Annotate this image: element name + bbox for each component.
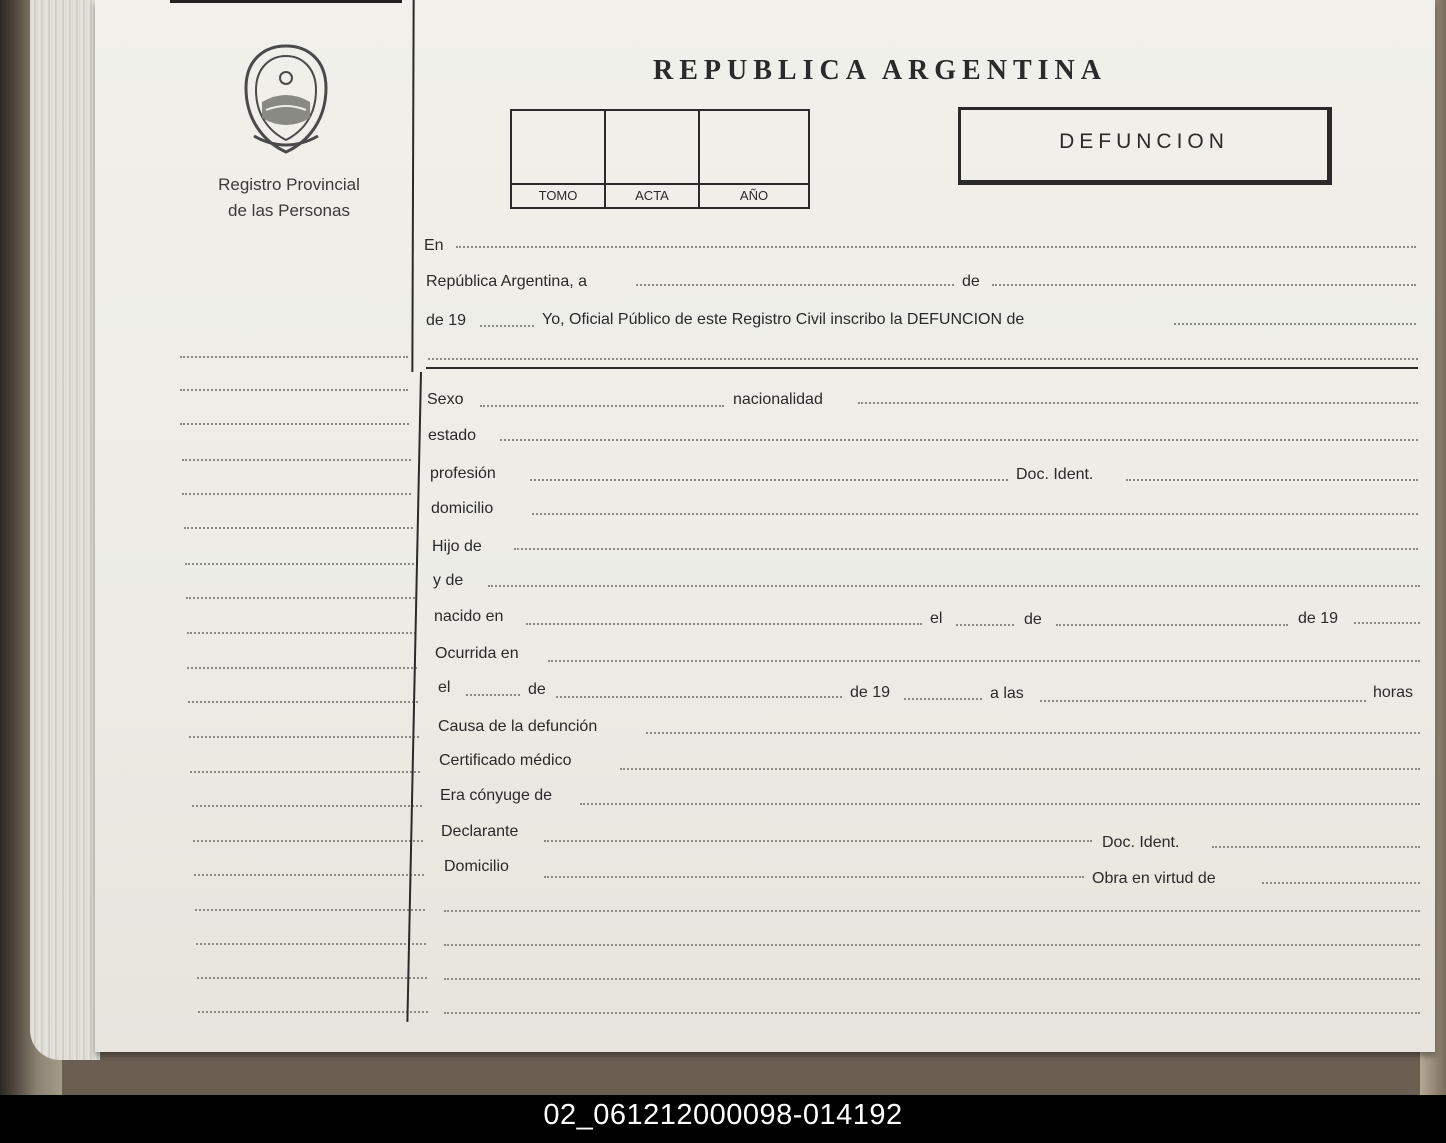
- record-number-box: [510, 109, 810, 209]
- margin-line: [184, 527, 413, 529]
- field-line-doc-ident-2: [1212, 846, 1420, 848]
- field-line-obra: [1262, 882, 1420, 884]
- field-line-hijo-de: [514, 548, 1418, 550]
- field-line-anio: [480, 325, 534, 327]
- label-de19: de 19: [426, 312, 467, 329]
- margin-line: [192, 805, 422, 807]
- margin-line: [198, 1011, 428, 1013]
- label-profesion: profesión: [430, 465, 496, 482]
- field-line-estado: [500, 439, 1418, 441]
- field-line-doc-ident: [1126, 479, 1418, 481]
- margin-line: [190, 771, 420, 773]
- label-de-mes: de: [1024, 611, 1042, 628]
- field-line-extra: [444, 944, 1420, 946]
- margin-line: [186, 597, 415, 599]
- label-republica: República Argentina, a: [426, 273, 587, 290]
- label-causa: Causa de la defunción: [438, 718, 598, 735]
- label-de-19: de 19: [1298, 610, 1339, 627]
- field-line-nacionalidad: [858, 402, 1418, 404]
- label-en: En: [424, 237, 444, 254]
- field-line-ocurrida-en: [548, 660, 1420, 662]
- margin-line: [193, 840, 423, 842]
- field-line-hora: [1040, 700, 1366, 702]
- label-doc-ident: Doc. Ident.: [1016, 466, 1094, 483]
- label-declarante: Declarante: [441, 823, 519, 840]
- field-line-fallecio-mes: [556, 696, 842, 698]
- margin-line: [195, 909, 425, 911]
- field-line-y-de: [488, 585, 1420, 587]
- label-de-2: de: [528, 681, 546, 698]
- label-el: el: [930, 610, 943, 627]
- label-conyuge: Era cónyuge de: [440, 787, 553, 804]
- registry-line-2: de las Personas: [228, 201, 350, 220]
- field-line-causa: [646, 732, 1420, 734]
- field-line-certificado: [620, 768, 1420, 770]
- field-line-profesion: [530, 479, 1008, 481]
- field-line-extra: [444, 1012, 1420, 1014]
- provincial-seal-icon: [236, 40, 336, 158]
- acta-cell: [606, 111, 700, 207]
- label-domicilio-2: Domicilio: [444, 858, 509, 875]
- label-horas: horas: [1373, 684, 1414, 701]
- margin-line: [187, 632, 416, 634]
- margin-line: [180, 356, 408, 358]
- margin-line: [180, 423, 409, 425]
- acta-label: ACTA: [635, 188, 669, 203]
- tomo-label: TOMO: [538, 188, 578, 203]
- registry-name: [180, 172, 398, 224]
- margin-line: [189, 736, 419, 738]
- tomo-cell: [512, 111, 606, 207]
- country-title: REPUBLICA ARGENTINA: [653, 55, 1107, 86]
- margin-line: [180, 389, 408, 391]
- margin-line: [197, 977, 427, 979]
- margin-line: [187, 667, 417, 669]
- field-line-domicilio: [532, 513, 1418, 515]
- label-domicilio: domicilio: [431, 500, 494, 517]
- label-de: de: [962, 273, 980, 290]
- field-line-nombre-2: [428, 358, 1418, 360]
- registry-line-1: Registro Provincial: [218, 175, 360, 194]
- anio-cell: [700, 111, 808, 207]
- field-line-nombre: [1174, 323, 1416, 325]
- label-el-2: el: [438, 679, 451, 696]
- field-line-en: [456, 246, 1416, 248]
- label-hijo-de: Hijo de: [432, 538, 482, 555]
- field-line-nacido-dia: [956, 624, 1014, 626]
- label-ocurrida-en: Ocurrida en: [435, 645, 519, 662]
- page-edges: [30, 0, 100, 1060]
- field-line-dia: [636, 284, 954, 286]
- field-line-fallecio-anio: [904, 698, 982, 700]
- label-a-las: a las: [990, 685, 1024, 702]
- label-certificado: Certificado médico: [439, 752, 572, 769]
- field-line-nacido-mes: [1056, 624, 1288, 626]
- label-estado: estado: [428, 427, 477, 444]
- label-nacido-en: nacido en: [434, 608, 504, 625]
- label-nacionalidad: nacionalidad: [733, 391, 823, 408]
- field-line-nacido-en: [526, 623, 922, 625]
- field-line-mes: [992, 284, 1416, 286]
- field-line-conyuge: [580, 803, 1420, 805]
- image-caption: 02_061212000098-014192: [543, 1099, 903, 1131]
- field-line-nacido-anio: [1354, 622, 1420, 624]
- margin-line: [196, 943, 426, 945]
- margin-line: [188, 701, 418, 703]
- margin-line: [185, 563, 414, 565]
- field-line-extra: [444, 910, 1420, 912]
- document-type-label: DEFUNCION: [1059, 130, 1229, 153]
- anio-label: AÑO: [739, 188, 769, 203]
- label-yo: Yo, Oficial Público de este Registro Civil inscribo la DEFUNCION de: [542, 311, 1025, 328]
- section-rule: [426, 367, 1418, 369]
- field-line-extra: [444, 978, 1420, 980]
- margin-line: [182, 493, 411, 495]
- document-type-box: [958, 107, 1332, 185]
- margin-line: [194, 874, 424, 876]
- field-line-declarante: [544, 840, 1092, 842]
- label-de-19-2: de 19: [850, 684, 891, 701]
- field-line-domicilio-2: [544, 876, 1084, 878]
- label-obra: Obra en virtud de: [1092, 870, 1216, 887]
- label-y-de: y de: [433, 572, 464, 589]
- top-rule: [170, 0, 402, 3]
- field-line-fallecio-dia: [466, 694, 520, 696]
- margin-line: [182, 459, 411, 461]
- field-line-sexo: [480, 405, 724, 407]
- label-sexo: Sexo: [427, 391, 464, 408]
- label-doc-ident-2: Doc. Ident.: [1102, 834, 1180, 851]
